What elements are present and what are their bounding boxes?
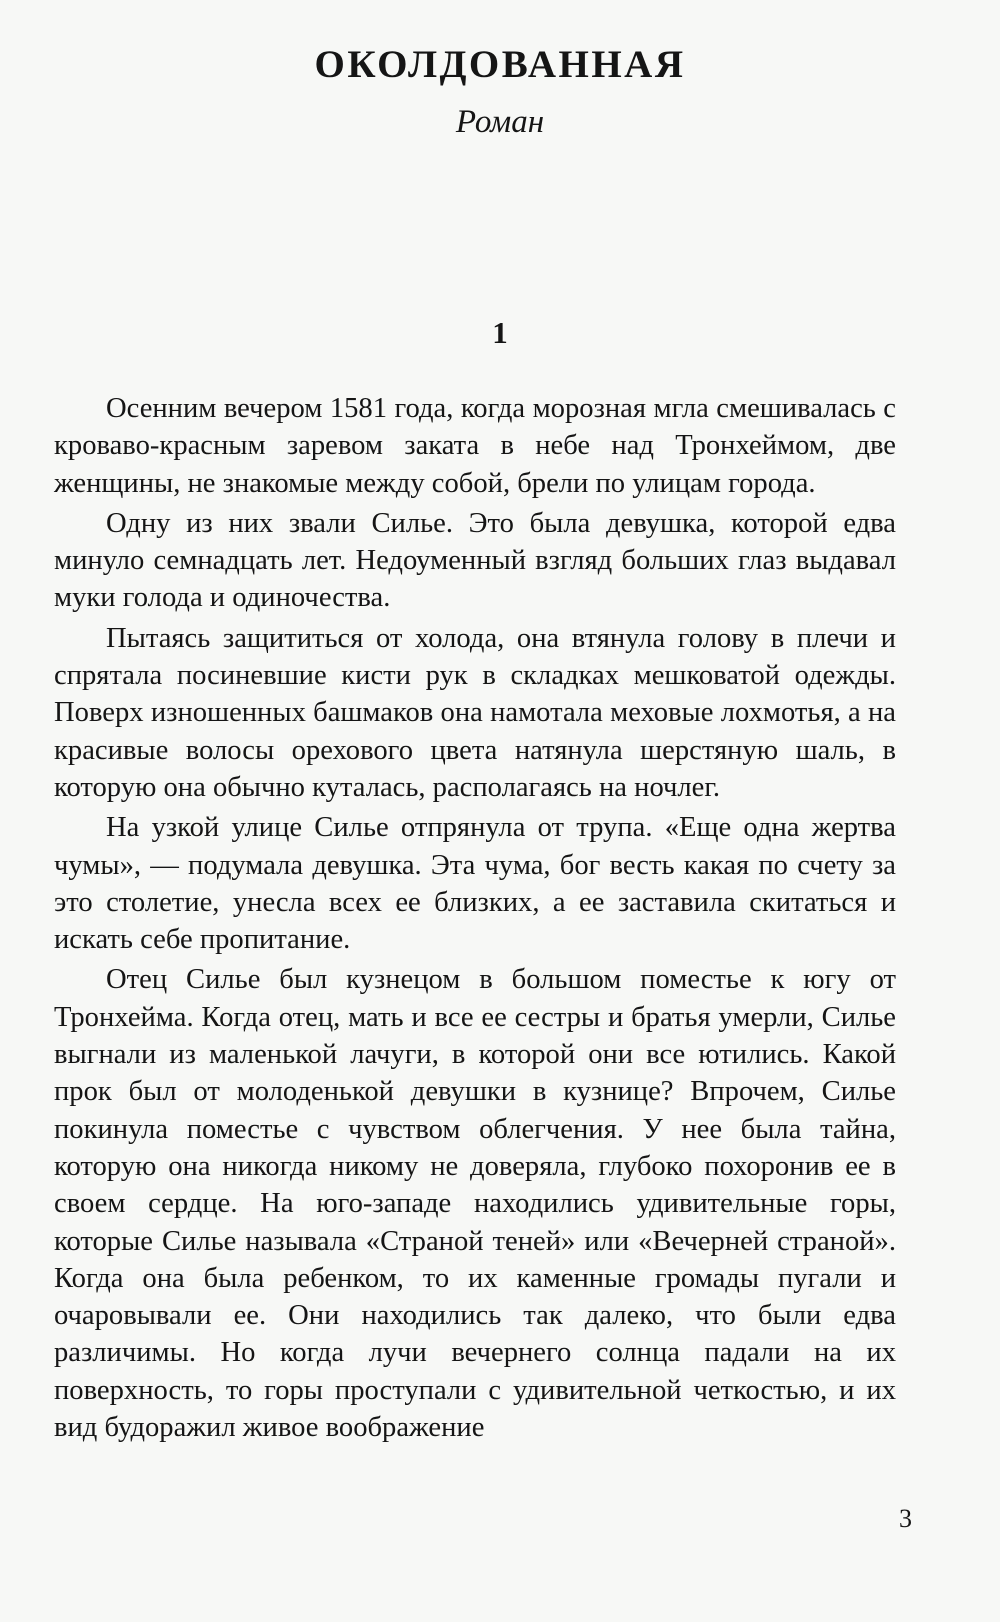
paragraph-2: Одну из них звали Силье. Это была девушка, которой едва минуло семнадцать лет. Недоуменный взгляд больших глаз выдавал муки голода и одиночества. (54, 507, 896, 614)
book-subtitle: Роман (455, 104, 545, 140)
paragraph-4: На узкой улице Силье отпрянула от трупа. «Еще одна жертва чумы», — подумала девушка. Эта чума, бог весть какая по счету за это столетие, унесла всех ее близких, а ее заставила скитаться и искать себе пропитание. (54, 812, 896, 956)
paragraph-3: Пытаясь защититься от холода, она втянула голову в плечи и спрятала посиневшие кисти рук в складках мешковатой одежды. Поверх изношенных башмаков она намотала меховые лохмотья, а на красивые волосы орехового цвета натянула шерстяную шаль, в которую она обычно куталась, располагаясь на ночлег. (54, 622, 896, 803)
paragraph-1: Осенним вечером 1581 года, когда морозная мгла смешивалась с кроваво-красным заревом заката в небе над Тронхеймом, две женщины, не знакомые между собой, брели по улицам города. (54, 393, 896, 499)
chapter-number: 1 (492, 315, 508, 350)
paragraph-5: Отец Силье был кузнецом в большом поместье к югу от Тронхейма. Когда отец, мать и все ее сестры и братья умерли, Силье выгнали из маленькой лачуги, в которой они все ютились. Какой прок был от молоденькой девушки в кузнице? Впрочем, Силье покинула поместье с чувством облегчения. У нее была тайна, которую она никогда никому не доверяла, глубоко похоронив ее в своем сердце. На юго-западе находились удивительные горы, которые Силье называла «Страной теней» или «Вечерней страной». Когда она была ребенком, то их каменные громады пугали и очаровывали ее. Они находились так далеко, что были едва различимы. Но когда лучи вечернего солнца падали на их поверхность, то горы проступали с удивительной четкостью, и их вид будоражил живое воображение (54, 964, 896, 1444)
body-text (54, 390, 896, 1449)
book-title: ОКОЛДОВАННАЯ (314, 43, 686, 86)
page-number: 3 (899, 1504, 912, 1533)
